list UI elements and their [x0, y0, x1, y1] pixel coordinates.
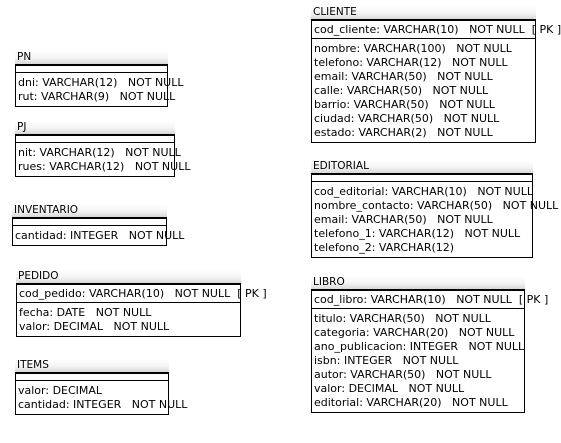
attribute: cod_editorial: VARCHAR(10) NOT NULL — [314, 185, 533, 198]
entity-pedido[interactable] — [16, 270, 267, 337]
attribute-list — [312, 39, 535, 142]
attribute: titulo: VARCHAR(50) NOT NULL — [314, 312, 491, 325]
attribute: fecha: DATE NOT NULL — [19, 306, 152, 319]
attribute: nombre_contacto: VARCHAR(50) NOT NULL — [314, 199, 559, 212]
entity-body — [311, 290, 549, 413]
entity-body — [12, 218, 185, 246]
attribute-list — [312, 182, 559, 257]
entity-body — [15, 135, 191, 177]
attribute: valor: DECIMAL NOT NULL — [19, 320, 170, 333]
attribute: telefono_2: VARCHAR(12) — [314, 241, 455, 254]
attribute: email: VARCHAR(50) NOT NULL — [314, 70, 493, 83]
attribute: dni: VARCHAR(12) NOT NULL — [18, 76, 184, 89]
entity-title: PEDIDO — [16, 270, 241, 284]
attribute: telefono: VARCHAR(12) NOT NULL — [314, 56, 508, 69]
entity-title: EDITORIAL — [311, 160, 533, 174]
attribute: cantidad: INTEGER NOT NULL — [15, 229, 185, 242]
entity-header-band — [13, 219, 166, 226]
attribute-list — [16, 381, 188, 414]
entity-items[interactable] — [15, 359, 188, 415]
entity-inventario[interactable] — [12, 204, 185, 246]
entity-title: INVENTARIO — [12, 204, 167, 218]
attribute: autor: VARCHAR(50) NOT NULL — [314, 368, 492, 381]
attribute: estado: VARCHAR(2) NOT NULL — [314, 126, 493, 139]
attribute: ciudad: VARCHAR(50) NOT NULL — [314, 112, 500, 125]
entity-header-band — [16, 374, 168, 381]
attribute-list — [13, 226, 185, 245]
entity-title: CLIENTE — [311, 6, 536, 20]
entity-body — [16, 284, 267, 337]
attribute: telefono_1: VARCHAR(12) NOT NULL — [314, 227, 521, 240]
entity-title: PN — [15, 51, 168, 65]
entity-editorial[interactable] — [311, 160, 559, 258]
entity-libro[interactable] — [311, 276, 549, 413]
entity-pj[interactable] — [15, 121, 191, 177]
attribute: isbn: INTEGER NOT NULL — [314, 354, 459, 367]
attribute: valor: DECIMAL — [18, 384, 103, 397]
entity-pn[interactable] — [15, 51, 184, 107]
attribute-list — [17, 303, 240, 336]
attribute: nit: VARCHAR(12) NOT NULL — [18, 146, 181, 159]
attribute: rues: VARCHAR(12) NOT NULL — [18, 160, 191, 173]
entity-body — [311, 20, 561, 143]
entity-body — [15, 373, 188, 415]
entity-body — [311, 174, 559, 258]
primary-key-field: cod_libro: VARCHAR(10) NOT NULL [ PK ] — [312, 291, 524, 309]
attribute: categoria: VARCHAR(20) NOT NULL — [314, 326, 515, 339]
entity-header-band — [312, 175, 532, 182]
attribute: nombre: VARCHAR(100) NOT NULL — [314, 42, 512, 55]
attribute: editorial: VARCHAR(20) NOT NULL — [314, 396, 508, 409]
attribute: rut: VARCHAR(9) NOT NULL — [18, 90, 176, 103]
entity-body — [15, 65, 184, 107]
attribute: email: VARCHAR(50) NOT NULL — [314, 213, 493, 226]
attribute-list — [312, 309, 524, 412]
primary-key-field: cod_pedido: VARCHAR(10) NOT NULL [ PK ] — [17, 285, 240, 303]
attribute: barrio: VARCHAR(50) NOT NULL — [314, 98, 495, 111]
attribute: calle: VARCHAR(50) NOT NULL — [314, 84, 489, 97]
entity-cliente[interactable] — [311, 6, 561, 143]
primary-key-field: cod_cliente: VARCHAR(10) NOT NULL [ PK ] — [312, 21, 535, 39]
attribute: valor: DECIMAL NOT NULL — [314, 382, 465, 395]
attribute: cantidad: INTEGER NOT NULL — [18, 398, 188, 411]
attribute-list — [16, 143, 191, 176]
entity-title: PJ — [15, 121, 175, 135]
entity-header-band — [16, 136, 174, 143]
entity-title: LIBRO — [311, 276, 525, 290]
entity-title: ITEMS — [15, 359, 169, 373]
attribute-list — [16, 73, 184, 106]
attribute: ano_publicacion: INTEGER NOT NULL — [314, 340, 525, 353]
entity-header-band — [16, 66, 167, 73]
